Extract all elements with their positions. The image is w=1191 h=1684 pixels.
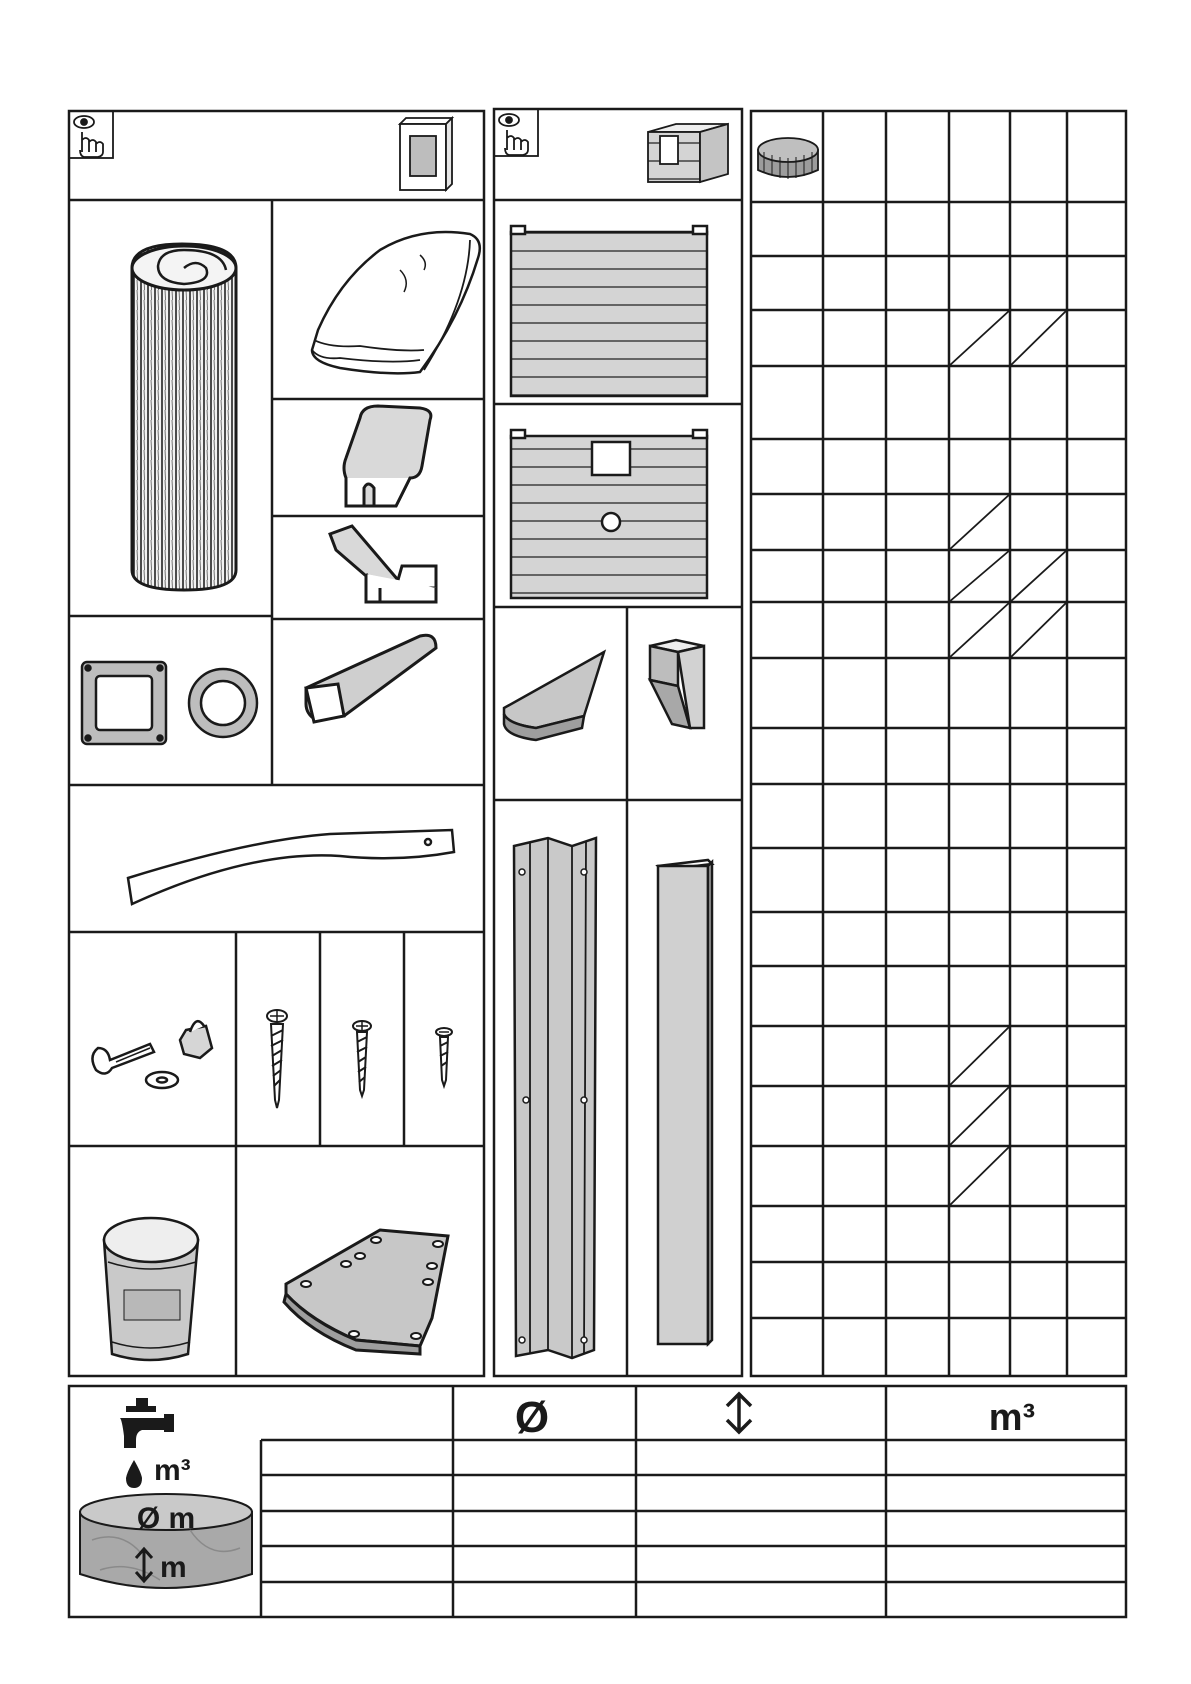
screw-small-part bbox=[436, 1028, 452, 1086]
folded-cover-part bbox=[312, 232, 480, 373]
pool-icon bbox=[758, 138, 818, 179]
corner-plate-part bbox=[284, 1230, 448, 1354]
coping-rail-part bbox=[306, 635, 436, 722]
corner-wedge-part bbox=[504, 652, 604, 740]
strap-part bbox=[128, 830, 454, 904]
glue-can-part bbox=[104, 1218, 198, 1360]
shed-icon bbox=[648, 124, 728, 182]
height-legend-label: m bbox=[160, 1551, 187, 1584]
diameter-header: Ø bbox=[514, 1393, 550, 1442]
wall-panel-plain-part bbox=[511, 226, 707, 396]
straight-post-part bbox=[658, 860, 712, 1344]
top-rail-profile-part bbox=[344, 406, 431, 506]
support-block-part bbox=[650, 640, 704, 728]
bottom-rail-profile-part bbox=[330, 526, 436, 602]
volume-header: m³ bbox=[988, 1397, 1036, 1439]
bolt-nut-washer-part bbox=[92, 1021, 212, 1088]
screw-large-part bbox=[267, 1010, 287, 1108]
wall-panel-openings-part bbox=[511, 430, 707, 598]
flange-round-part bbox=[189, 669, 257, 737]
volume-legend-label: m³ bbox=[154, 1454, 191, 1487]
flange-square-part bbox=[82, 662, 166, 744]
rolled-liner-part bbox=[132, 244, 236, 590]
corner-post-part bbox=[514, 838, 596, 1358]
eye-hand-icon bbox=[494, 109, 538, 156]
eye-hand-icon bbox=[69, 111, 113, 158]
screw-medium-part bbox=[353, 1021, 371, 1096]
cabinet-icon bbox=[400, 118, 452, 190]
diameter-legend-label: Ø m bbox=[136, 1502, 196, 1535]
double-arrow-icon bbox=[727, 1394, 751, 1432]
not-applicable-marks bbox=[949, 310, 1067, 1206]
checklist-grid bbox=[751, 111, 1126, 1376]
